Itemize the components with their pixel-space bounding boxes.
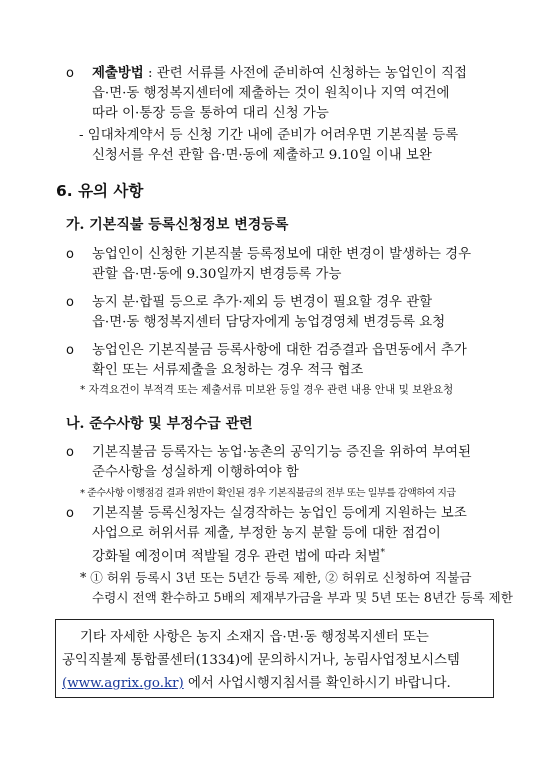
- na-item-1-line-2: 준수사항을 성실하게 이행하여야 함: [92, 465, 299, 480]
- na-item-2-line-1: 기본직불 등록신청자는 실경작하는 농업인 등에게 지원하는 보조: [92, 506, 467, 521]
- submission-label: 제출방법: [92, 65, 144, 81]
- submission-dash-line-2: 신청서를 우선 관할 읍·면·동에 제출하고 9.10일 이내 보완: [92, 148, 432, 163]
- bullet-marker: o: [66, 343, 74, 358]
- bullet-marker: o: [66, 295, 74, 310]
- na-item-2-line-3: [92, 545, 385, 565]
- contact-line-3: [62, 675, 451, 692]
- subsection-na-heading: 나. 준수사항 및 부정수급 관련: [66, 416, 253, 432]
- agrix-link[interactable]: (www.agrix.go.kr): [62, 676, 184, 691]
- ga-item-3-line-2: 확인 또는 서류제출을 요청하는 경우 적극 협조: [92, 363, 364, 378]
- ga-note: * 자격요건이 부적격 또는 제출서류 미보완 등일 경우 관련 내용 안내 및 보완요청: [80, 384, 454, 396]
- submission-line-3: 따라 이·통장 등을 통하여 대리 신청 가능: [92, 106, 329, 121]
- submission-line-2: 읍·면·동 행정복지센터에 제출하는 것이 원칙이나 지역 여건에: [92, 86, 450, 101]
- footnote-mark: *: [380, 548, 386, 558]
- bullet-marker: o: [66, 506, 74, 521]
- na-note-2-line-1: * ① 허위 등록시 3년 또는 5년간 등록 제한, ② 허위로 신청하여 직불금: [80, 570, 472, 585]
- bullet-marker: o: [66, 66, 74, 81]
- ga-item-2-line-1: 농지 분·합필 등으로 추가·제외 등 변경이 필요할 경우 관할: [92, 295, 433, 310]
- na-item-2-line-3-text: 강화될 예정이며 적발될 경우 관련 법에 따라 처벌: [92, 549, 381, 565]
- submission-dash-line-1: - 임대차계약서 등 신청 기간 내에 준비가 어려우면 기본직불 등록: [79, 128, 459, 143]
- ga-item-1-line-1: 농업인이 신청한 기본직불 등록정보에 대한 변경이 발생하는 경우: [92, 247, 472, 262]
- na-item-2-line-2: 사업으로 허위서류 제출, 부정한 농지 분할 등에 대한 점검이: [92, 526, 441, 541]
- ga-item-3-line-1: 농업인은 기본직불금 등록사항에 대한 검증결과 읍면동에서 추가: [92, 343, 467, 358]
- submission-line-1: [92, 65, 498, 82]
- na-item-1-line-1: 기본직불금 등록자는 농업·농촌의 공익기능 증진을 위하여 부여된: [92, 445, 472, 460]
- ga-item-1-line-2: 관할 읍·면·동에 9.30일까지 변경등록 가능: [92, 267, 342, 282]
- na-note-1: * 준수사항 이행점검 결과 위반이 확인된 경우 기본직불금의 전부 또는 일부를 감액하여 지급: [80, 488, 456, 499]
- subsection-ga-heading: 가. 기본직불 등록신청정보 변경등록: [66, 217, 289, 233]
- bullet-marker: o: [66, 247, 74, 262]
- na-note-2-line-2: 수령시 전액 환수하고 5배의 제재부가금을 부과 및 5년 또는 8년간 등록 제한: [92, 590, 513, 605]
- section-6-heading: 6. 유의 사항: [56, 182, 144, 200]
- submission-line-1-text: : 관련 서류를 사전에 준비하여 신청하는 농업인이 직접: [143, 66, 467, 81]
- contact-line-3-text: 에서 사업시행지침서를 확인하시기 바랍니다.: [183, 676, 451, 691]
- contact-line-2: 공익직불제 통합콜센터(1334)에 문의하시거나, 농림사업정보시스템: [62, 653, 460, 668]
- ga-item-2-line-2: 읍·면·동 행정복지센터 담당자에게 농업경영체 변경등록 요청: [92, 315, 446, 330]
- bullet-marker: o: [66, 445, 74, 460]
- contact-line-1: 기타 자세한 사항은 농지 소재지 읍·면·동 행정복지센터 또는: [80, 630, 429, 645]
